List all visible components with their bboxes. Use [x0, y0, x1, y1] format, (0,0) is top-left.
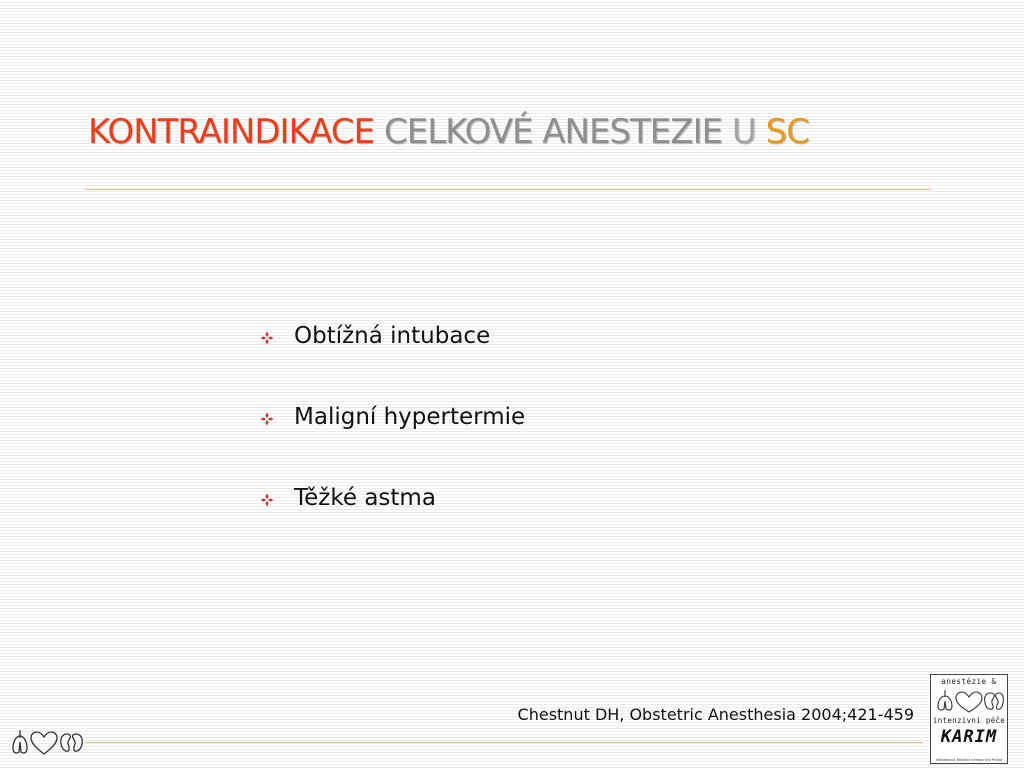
bullet-item — [260, 318, 525, 399]
footer-divider — [85, 742, 923, 743]
title-word-kontraindikace: KONTRAINDIKACE — [88, 112, 375, 152]
kidney-icon — [985, 693, 1004, 709]
bullet-text: Maligní hypertermie — [294, 404, 526, 430]
title-word-u: U — [731, 112, 756, 152]
logo-brand: KARIM — [940, 727, 998, 747]
heart-icon — [956, 692, 982, 712]
bullet-list — [260, 318, 525, 561]
kidney-icon — [61, 734, 83, 751]
lungs-icon — [938, 690, 952, 710]
karim-logo — [930, 674, 1008, 764]
bullet-item — [260, 480, 525, 561]
lungs-icon — [13, 730, 27, 753]
logo-organ-icons — [934, 688, 1004, 714]
bullet-text: Těžké astma — [294, 485, 436, 511]
logo-caption: Všeobecná fakultní nemocnice Praha — [935, 758, 1003, 762]
heart-icon — [31, 732, 57, 754]
title-word-sc: SC — [765, 112, 809, 152]
bullet-text: Obtížná intubace — [294, 323, 491, 349]
bullet-diamond-icon — [260, 331, 274, 345]
logo-line-anestezie: anestézie & — [941, 677, 997, 686]
logo-line-intenzivni-pece: intenzivní péče — [932, 716, 1006, 725]
bullet-item — [260, 399, 525, 480]
bullet-diamond-icon — [260, 412, 274, 426]
title-divider — [85, 189, 931, 190]
title-word-celkove-anestezie: CELKOVÉ ANESTEZIE — [383, 112, 723, 152]
organ-icons — [10, 724, 84, 758]
slide-title — [88, 112, 809, 153]
bullet-diamond-icon — [260, 493, 274, 507]
citation: Chestnut DH, Obstetric Anesthesia 2004;421-459 — [517, 705, 914, 724]
